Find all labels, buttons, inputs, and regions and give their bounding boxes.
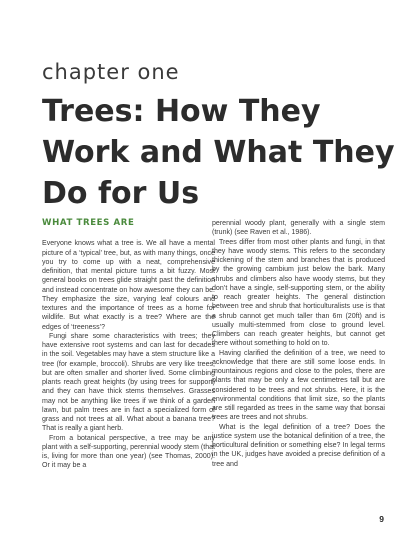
body-paragraph: Trees differ from most other plants and fungi, in that they have woody stems. This refers to the secondary thickening of the stem and branches that is produced by the growing cambium just below the bark. Many shrubs and climbers also have woody stems, but they don’t have a single, self-supporting stem, or the ability to reach greater heights. The general distinction between tree and shrub that horticulturalists use is that a shrub cannot get much taller than 6m (20ft) and is usually multi-stemmed from close to ground level. Climbers can reach greater heights, but cannot get there without something to hold on to. [212,238,385,348]
body-paragraph: What is the legal definition of a tree? Does the justice system use the botanical definition of a tree, the horticultural definition or something else? In legal terms in the UK, judges have avoided a precise definition of a tree and [212,423,385,468]
right-column [212,219,385,469]
section-heading: WHAT TREES ARE [42,218,135,228]
chapter-label: chapter one [42,60,180,84]
body-paragraph: From a botanical perspective, a tree may be any plant with a self-supporting, perennial woody stem (that is, living for more than one year) (see Thomas, 2000). Or it may be a [42,434,215,470]
body-paragraph: perennial woody plant, generally with a single stem (trunk) (see Raven et al., 1986). [212,220,385,237]
body-paragraph: Fungi share some characteristics with trees; they have extensive root systems and can last for decades in the soil. Vegetables may have a stem structure like a tree (for example, broccoli). Shrubs are very like trees, but are often smaller and shorter lived. Some climbing plants reach great heights (by using trees for support) and they can have thick stems themselves. Grasses may not be anything like trees if we think of a garden lawn, but palm trees are in fact a specialized form of grass and not trees at all. What about a banana tree? That is really a giant herb. [42,332,215,433]
body-paragraph: Everyone knows what a tree is. We all have a mental picture of a ‘typical’ tree, but, as with many things, once you try to come up with a neat, comprehensive definition, that mental picture turns a bit fuzzy. Most general books on trees glide straight past the definition and instead concentrate on how awesome they can be. They emphasize the size, varying leaf colours and textures and the importance of trees as a home for wildlife. But what exactly is a tree? Where are the edges of ‘treeness’? [42,240,215,331]
left-column [42,219,215,471]
page-number: 9 [379,514,384,524]
chapter-title: Trees: How They Work and What They Do for Us [42,94,395,211]
body-paragraph: Having clarified the definition of a tree, we need to acknowledge that there are still some loose ends. In mountainous regions and close to the poles, there are plants that may be only a few centimetres tall but are considered to be trees and not shrubs. Here, it is the environmental conditions that limit size, so the plants are still regarded as trees in the same way that bonsai trees are trees and not shrubs. [212,349,385,422]
